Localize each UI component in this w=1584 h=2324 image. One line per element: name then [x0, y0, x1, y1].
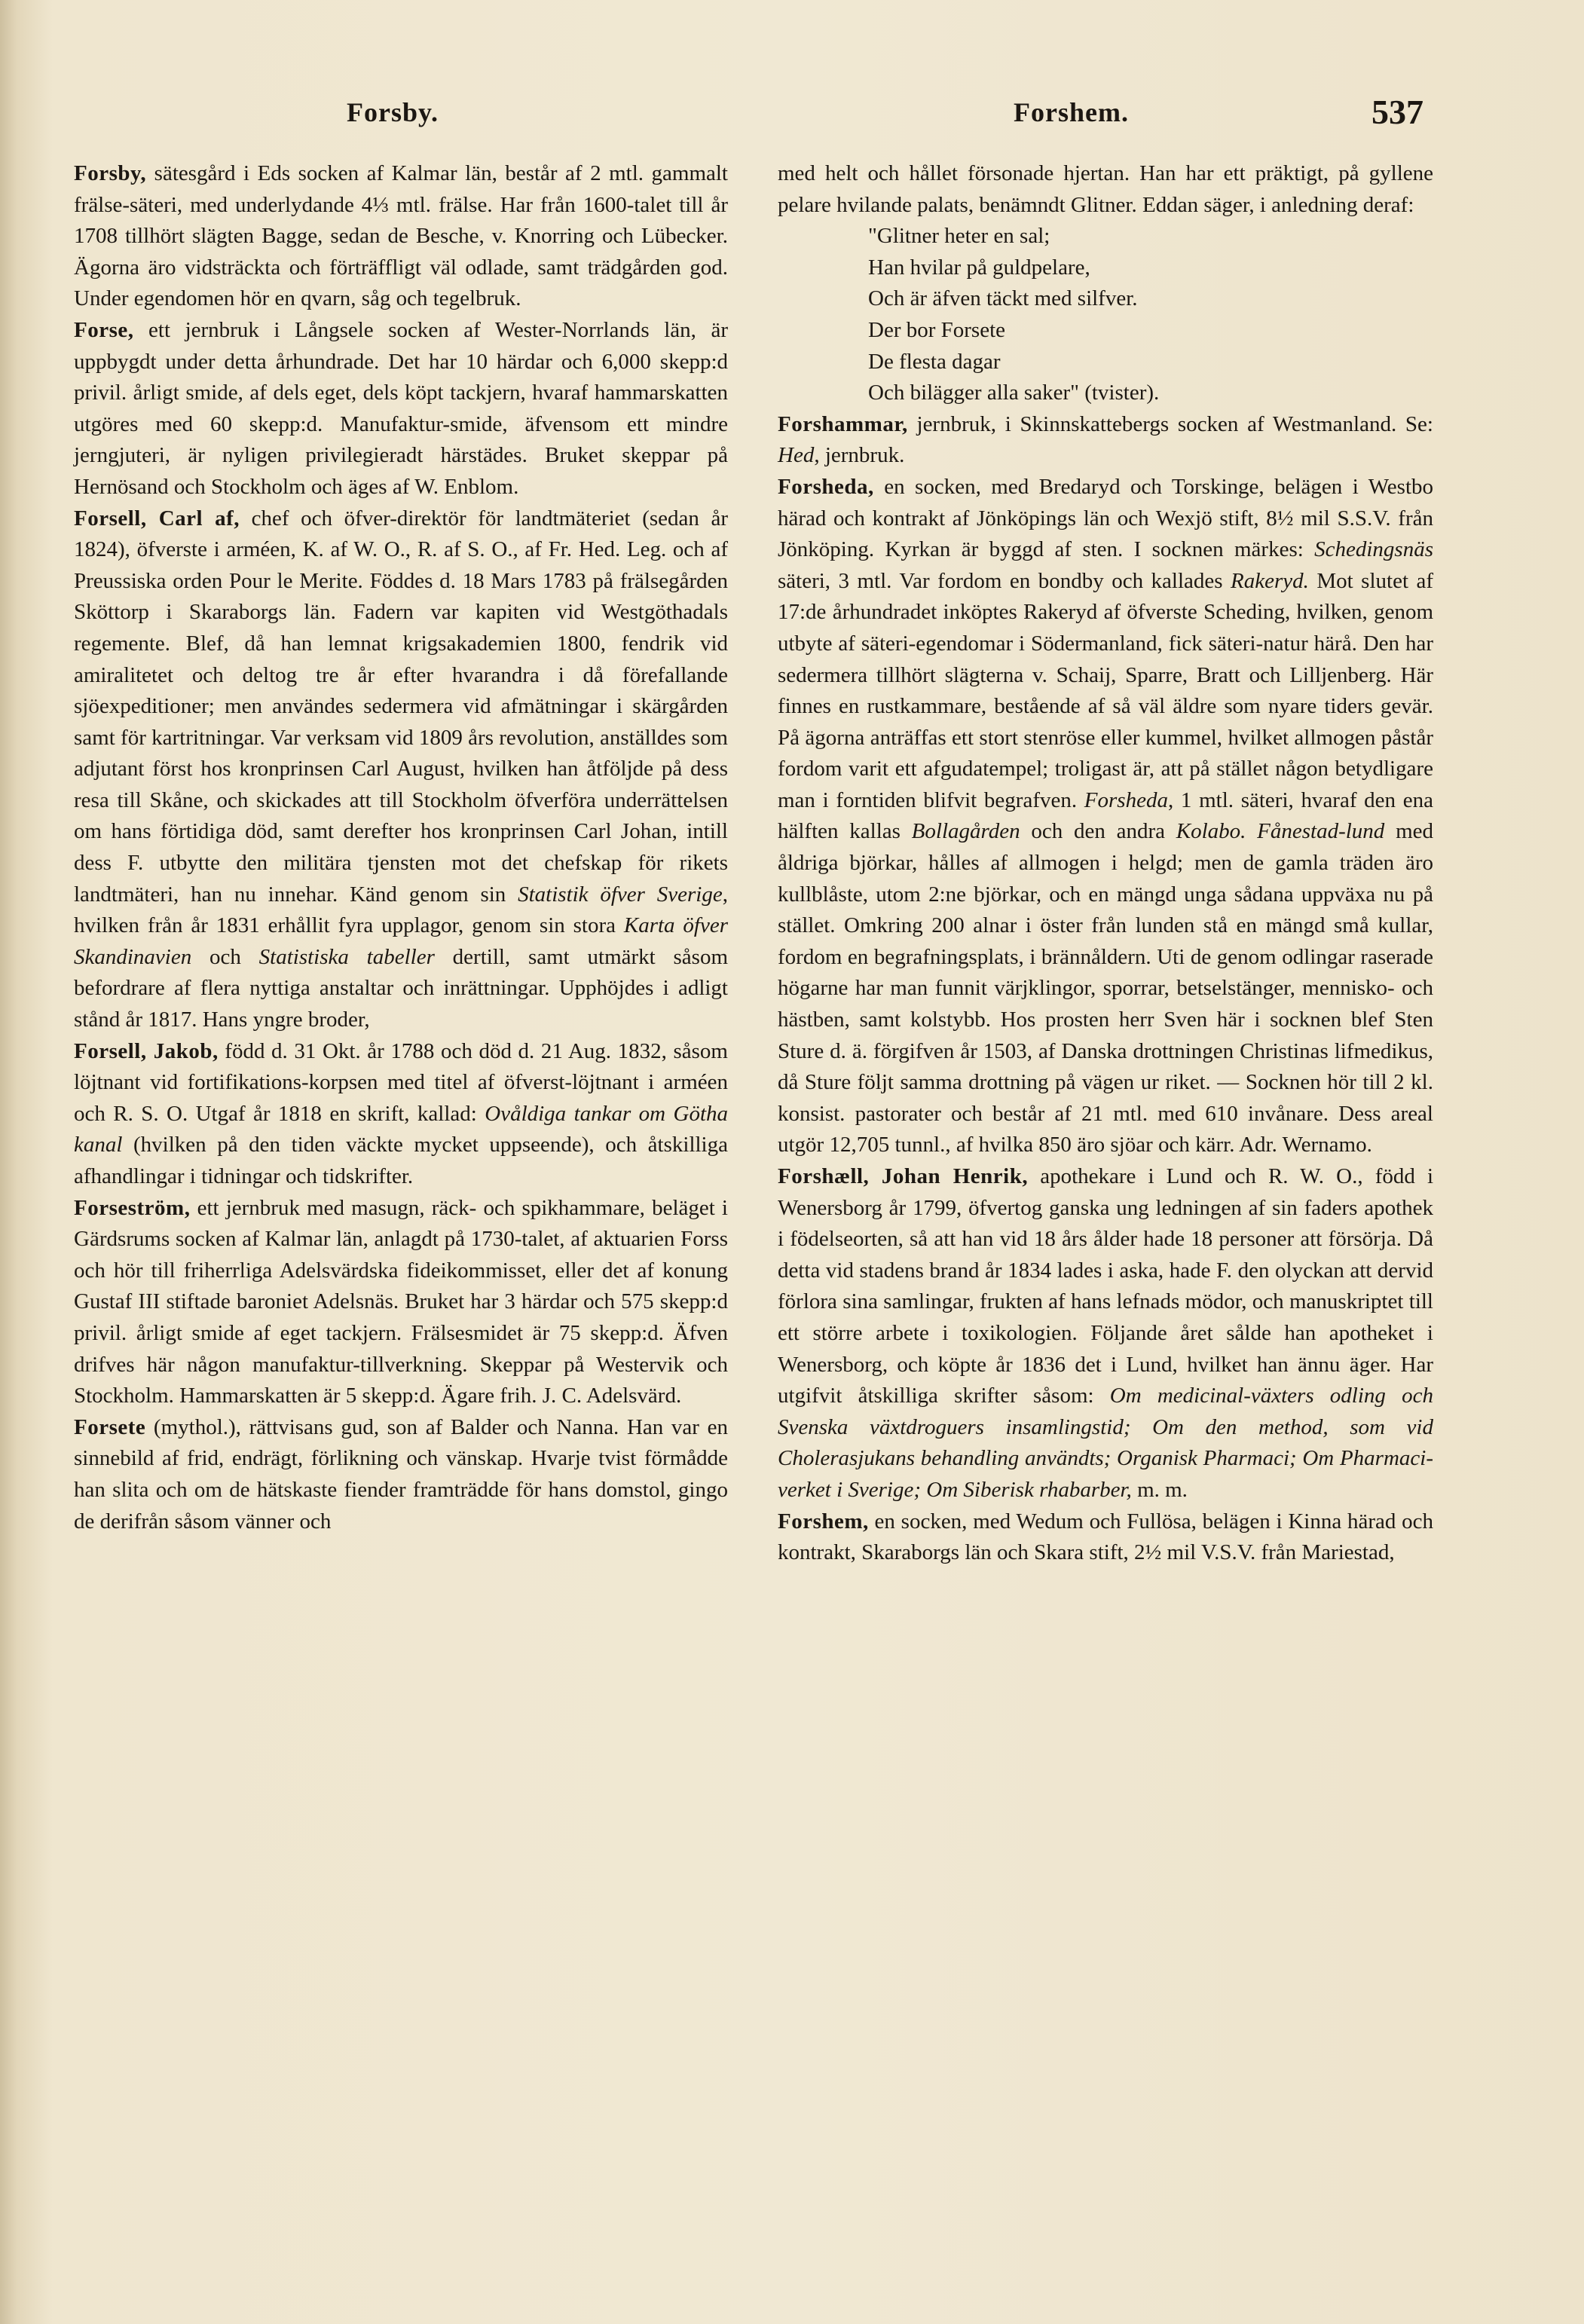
- entry-forshem: [778, 1506, 1433, 1569]
- entry-forsheda: [778, 472, 1433, 1161]
- headword: Forsell, Carl af,: [74, 506, 240, 531]
- headword: Forshæll, Johan Henrik,: [778, 1164, 1029, 1188]
- entry-text: , hvilken från år 1831 erhållit fyra upplagor, genom sin stora: [74, 882, 728, 938]
- headword: Forsby,: [74, 161, 147, 185]
- verse-line: "Glitner heter en sal;: [868, 224, 1050, 249]
- place-name: Fånestad-lund: [1257, 819, 1385, 844]
- place-name: Forsheda: [1084, 787, 1168, 812]
- entry-text: apothekare i Lund och R. W. O., född i Wenersborg år 1799, öfvertog ganska ung ledningen af sin faders apothek i födelseorten, så att han vid 18 års ålder hade 18 personer att försörja. Då detta vid stadens brand år 1834 lades i aska, hade F. den olyckan att dervid förlora sina samlingar, frukten af hans lefnads mödor, och manuskriptet till ett större arbete i toxikologien. Följande året sålde han apotheket i Wenersborg, och köpte år 1836 det i Lund, hvilket han ännu äger. Har utgifvit åtskilliga skrifter såsom:: [778, 1164, 1433, 1408]
- book-title: Karta öfver Skandinavien: [74, 913, 728, 969]
- entry-forshaell: [778, 1161, 1433, 1506]
- running-head-left: Forsby.: [347, 97, 439, 127]
- headword: Forsell, Jakob,: [74, 1038, 219, 1063]
- book-title: Ovåldiga tankar om Götha kanal: [74, 1101, 729, 1157]
- entry-text: (mythol.), rättvisans gud, son af Balder och Nanna. Han var en sinnebild af frid, endrägt, förlikning och vänskap. Hvarje tvist förmådde han slita och om de hätskaste fiender framträdde för hans domstol, gingo de derifrån såsom vänner och: [74, 1414, 728, 1534]
- entry-forsell-carl: [74, 503, 728, 1036]
- headword: Forseström,: [74, 1195, 191, 1220]
- entry-forshammar: [778, 409, 1433, 472]
- entry-text: säteri, 3 mtl. Var fordom en bondby och kallades: [778, 568, 1231, 593]
- entry-text: m. m.: [1131, 1477, 1188, 1502]
- entry-text: ett jernbruk i Långsele socken af Wester-Norrlands län, är uppbygdt under detta århundrade. Det har 10 härdar och 6,000 skepp:d privil. årligt smide, af dels eget, dels köpt tackjern, hvaraf hammarskatten utgöres med 60 skepp:d. Manufaktur-smide, äfvensom ett mindre jerngjuteri, är nyligen privilegieradt härstädes. Bruket skeppar på Hernösand och Stockholm och äges af W. Enblom.: [74, 317, 728, 499]
- running-head-right: Forshem.: [1014, 97, 1129, 127]
- headword: Forshammar,: [778, 411, 908, 436]
- verse-line: Der bor Forsete: [868, 317, 1006, 342]
- entry-text: Mot slutet af 17:de århundradet inköptes Rakeryd af öfverste Scheding, hvilken, genom utbyte af säteri-egendomar i Södermanland, fick säteri-natur härå. Den har sedermera tillhört slägterna v. Schaij, Sparre, Bratt och Lilljenberg. Här finnes en rustkammare, bestående af så väl äldre som nyare tiders gevär. På ägorna anträffas ett stort stenröse eller kummel, hvilket allmogen påstår fordom varit ett afgudatempel; troligast är, att på stället någon betydligare man i forntiden blifvit begrafven.: [778, 568, 1434, 812]
- entry-text: en socken, med Bredaryd och Torskinge, belägen i Westbo härad och kontrakt af Jönköpings län och Wexjö stift, 8½ mil S.S.V. från Jönköping. Kyrkan är byggd af sten. I socknen märkes:: [778, 474, 1433, 562]
- entry-forsete-continued: [778, 158, 1433, 221]
- cross-reference: Hed: [778, 443, 815, 468]
- entry-text: ett jernbruk med masugn, räck- och spikhammare, beläget i Gärdsrums socken af Kalmar län, anlagdt på 1730-talet, af aktuarien Forss och hör till friherrliga Adelsvärdska fideikommisset, eller det af konung Gustaf III stiftade baroniet Adelsnäs. Bruket har 3 härdar och 575 skepp:d privil. årligt smide af eget tackjern. Frälsesmidet är 75 skepp:d. Äfven drifves här någon manufaktur-tillverkning. Skeppar på Westervik och Stockholm. Hammarskatten är 5 skepp:d. Ägare frih. J. C. Adelsvärd.: [74, 1195, 728, 1408]
- entry-text: , jernbruk.: [814, 443, 905, 468]
- entry-text: och den andra: [1020, 819, 1176, 844]
- headword: Forse,: [74, 317, 134, 342]
- entry-text: chef och öfver-direktör för landtmäteriet (sedan år 1824), öfverste i arméen, K. af W. O., R. af S. O., af Fr. Hed. Leg. och af Preussiska orden Pour le Merite. Föddes d. 18 Mars 1783 på frälsegården Sköttorp i Skaraborgs län. Fadern var kapiten vid Westgöthadals regemente. Blef, då han lemnat krigsakademien 1800, fendrik vid amiralitetet och deltog tre år efter hvarandra i då förefallande sjöexpeditioner; men användes sedermera vid afmätningar i skärgården samt för kartritningar. Var verksam vid 1809 års revolution, anställdes som adjutant först hos kronprinsen Carl August, hvilken han åtföljde på dess resa till Skåne, och skickades att till Stockholm öfverföra underrättelsen om hans förtidiga död, samt derefter hos kronprinsen Carl Johan, intill dess F. utbytte den militära tjensten mot det chefskap för rikets landtmäteri, han nu innehar. Känd genom sin: [74, 506, 728, 907]
- headword: Forsheda,: [778, 474, 874, 499]
- right-column: [778, 158, 1433, 1569]
- verse-line: De flesta dagar: [868, 349, 1001, 374]
- edda-verse: [778, 221, 1433, 409]
- entry-text: (hvilken på den tiden väckte mycket uppseende), och åtskilliga afhandlingar i tidningar och tidskrifter.: [74, 1133, 728, 1188]
- headword: Forsete: [74, 1414, 146, 1439]
- verse-line: Han hvilar på guldpelare,: [868, 255, 1090, 280]
- entry-forsestrom: [74, 1193, 728, 1412]
- book-title: Statistik öfver Sverige: [518, 882, 723, 907]
- place-name: Rakeryd.: [1231, 568, 1309, 593]
- book-titles: Om medicinal-växters odling och Svenska växtdroguers insamlingstid; Om den method, som vid Cholerasjukans behandling användts; Organisk Pharmaci; Om Pharmaci-verket i Sverige; Om Siberisk rhabarber,: [778, 1384, 1433, 1502]
- page-number: 537: [1371, 93, 1423, 131]
- entry-forsete: [74, 1412, 728, 1537]
- entry-forsell-jakob: [74, 1036, 728, 1193]
- entry-text: dertill, samt utmärkt såsom befordrare af flera nyttiga anstaltar och inrättningar. Upphöjdes i adligt stånd år 1817. Hans yngre broder,: [74, 944, 728, 1032]
- entry-text: född d. 31 Okt. år 1788 och död d. 21 Aug. 1832, såsom löjtnant vid fortifikations-korpsen med titel af öfverst-löjtnant i arméen och R. S. O. Utgaf år 1818 en skrift, kallad:: [74, 1038, 728, 1126]
- entry-text: , 1 mtl. säteri, hvaraf den ena hälften kallas: [778, 787, 1433, 844]
- entry-text: sätesgård i Eds socken af Kalmar län, består af 2 mtl. gammalt frälse-säteri, med underlydande 4⅓ mtl. frälse. Har från 1600-talet till år 1708 tillhört slägten Bagge, sedan de Besche, v. Knorring och Lübecker. Ägorna äro vidsträckta och förträffligt väl odlade, samt trädgården god. Under egendomen hör en qvarn, såg och tegelbruk.: [74, 161, 728, 311]
- headword: Forshem,: [778, 1509, 869, 1534]
- place-name: Kolabo.: [1176, 819, 1246, 844]
- entry-forsby: [74, 158, 728, 315]
- entry-forse: [74, 315, 728, 503]
- verse-line: Och bilägger alla saker" (tvister).: [868, 381, 1160, 405]
- entry-text: jernbruk, i Skinnskattebergs socken af Westmanland. Se:: [907, 411, 1433, 436]
- entry-text: [1246, 819, 1257, 843]
- place-name: Schedingsnäs: [1314, 537, 1433, 562]
- entry-text: och: [191, 944, 259, 969]
- verse-line: Och är äfven täckt med silfver.: [868, 286, 1138, 311]
- book-title: Statistiska tabeller: [258, 944, 435, 969]
- entry-text: med åldriga björkar, hålles af allmogen i helgd; men de gamla träden äro kullblåste, utom 2:ne björkar, och en mängd unga sådana uppväxa nu på stället. Omkring 200 alnar i öster från lunden stå en mängd små kullar, fordom en begrafningsplats, i brännåldern. Uti de genom odlingar raserade högarne har man funnit värjklingor, sporrar, betselstänger, mennisko- och hästben, samt kolstybb. Hos prosten herr Sven här i socknen blef Sten Sture d. ä. förgifven år 1503, af Danska drottningen Christinas lifmedikus, då Sture följt samma drottning på vägen ur riket. — Socknen hör till 2 kl. konsist. pastorater och består af 21 mtl. med 610 invånare. Dess areal utgör 12,705 tunnl., af hvilka 850 äro sjöar och kärr. Adr. Wernamo.: [778, 819, 1433, 1157]
- entry-text: med helt och hållet försonade hjertan. Han har ett präktigt, på gyllene pelare hvilande palats, benämndt Glitner. Eddan säger, i anledning deraf:: [778, 161, 1433, 217]
- left-column: [74, 158, 728, 1537]
- place-name: Bollagården: [911, 819, 1020, 844]
- entry-text: en socken, med Wedum och Fullösa, belägen i Kinna härad och kontrakt, Skaraborgs län och Skara stift, 2½ mil V.S.V. från Mariestad,: [778, 1509, 1433, 1565]
